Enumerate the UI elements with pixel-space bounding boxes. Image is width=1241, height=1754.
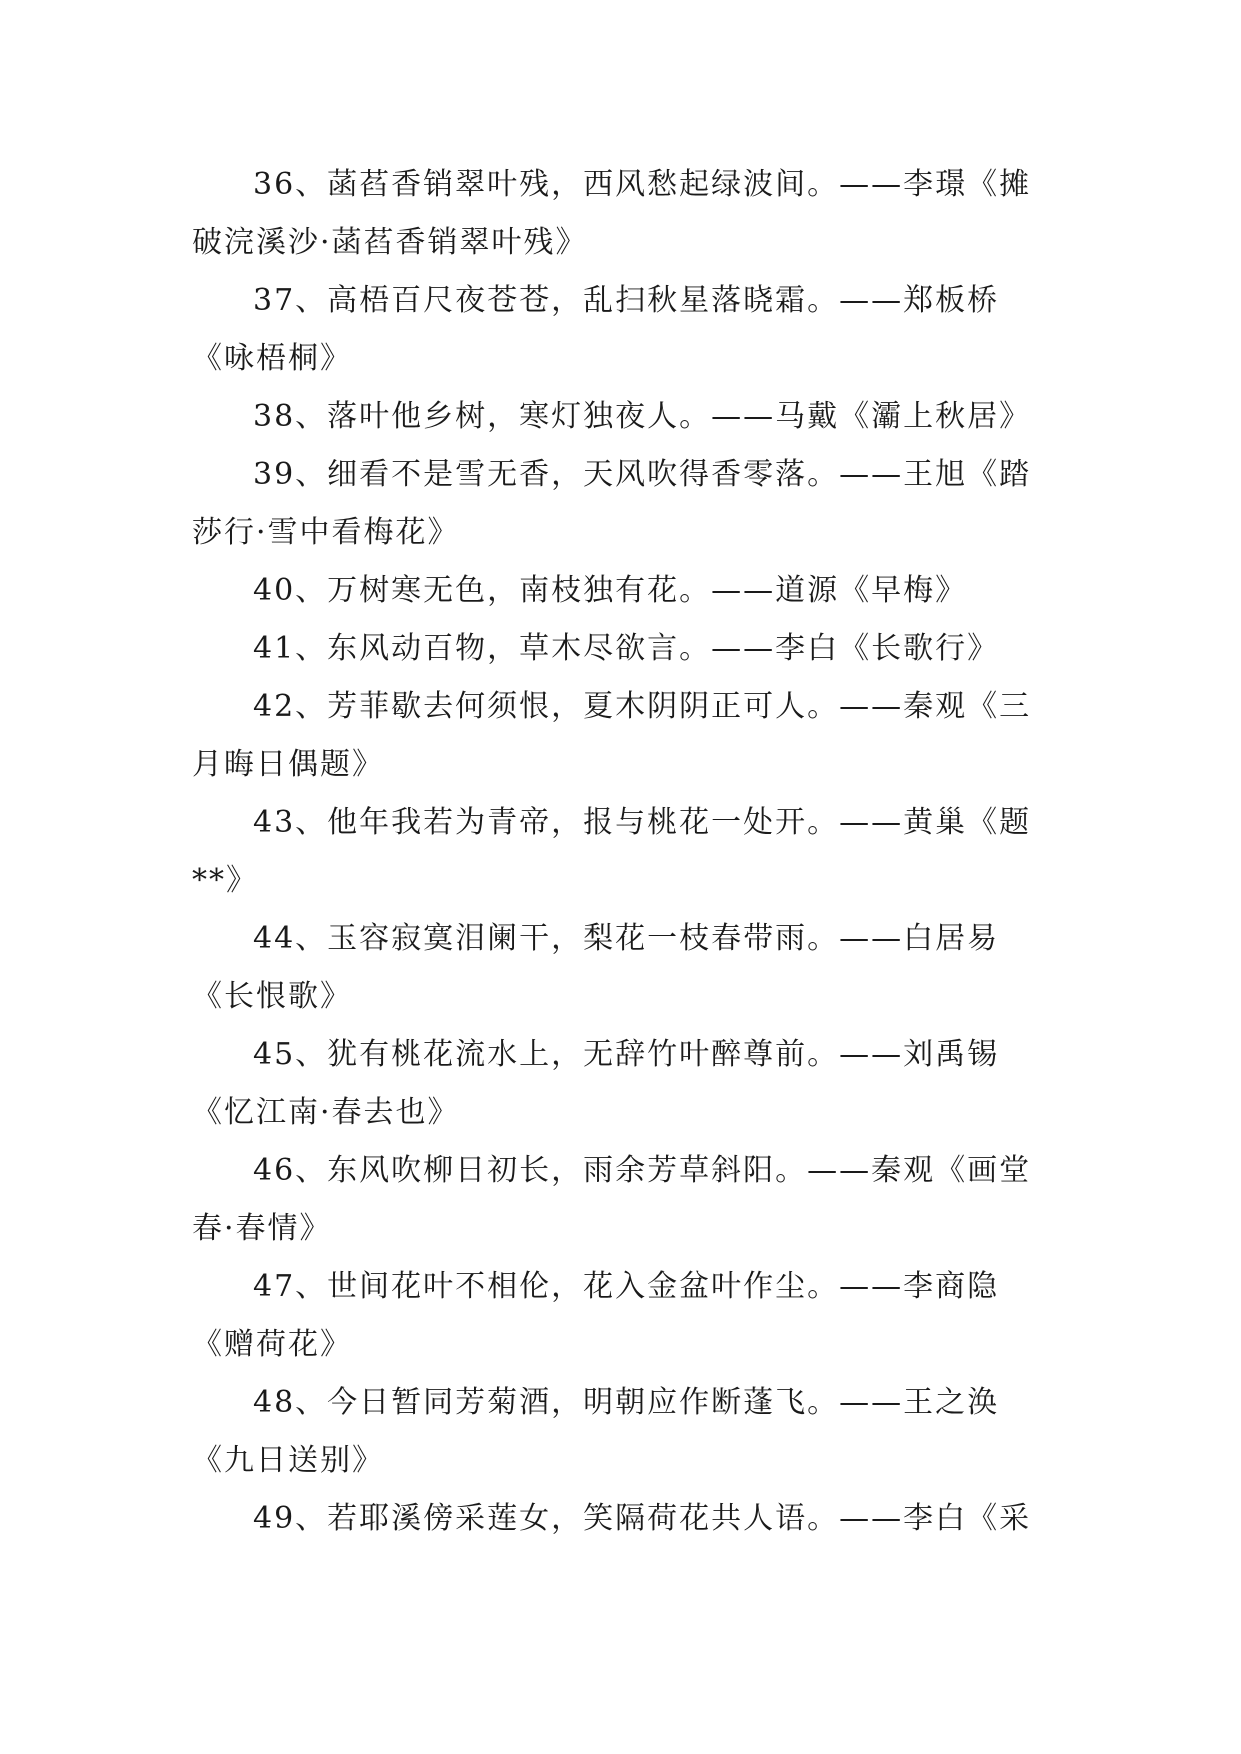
text-line: 《长恨歌》 [192,979,352,1014]
text-line: 44、玉容寂寞泪阑干，梨花一枝春带雨。——白居易 [253,921,1000,956]
text-line: 破浣溪沙·菡萏香销翠叶残》 [192,225,588,260]
text-line: 月晦日偶题》 [192,747,384,782]
text-line: **》 [192,863,258,898]
text-line: 38、落叶他乡树，寒灯独夜人。——马戴《灞上秋居》 [253,399,1032,434]
text-line: 《忆江南·春去也》 [192,1095,460,1130]
text-line: 40、万树寒无色，南枝独有花。——道源《早梅》 [253,573,968,608]
text-line: 45、犹有桃花流水上，无辞竹叶醉尊前。——刘禹锡 [253,1037,1000,1072]
text-line: 《赠荷花》 [192,1327,352,1362]
text-line: 42、芳菲歇去何须恨，夏木阴阴正可人。——秦观《三 [253,689,1032,724]
text-line: 37、高梧百尺夜苍苍，乱扫秋星落晓霜。——郑板桥 [253,283,1000,318]
text-line: 春·春情》 [192,1211,332,1246]
text-line: 39、细看不是雪无香，天风吹得香零落。——王旭《踏 [253,457,1032,492]
text-line: 48、今日暂同芳菊酒，明朝应作断蓬飞。——王之涣 [253,1385,1000,1420]
text-line: 43、他年我若为青帝，报与桃花一处开。——黄巢《题 [253,805,1032,840]
text-line: 《咏梧桐》 [192,341,352,376]
text-line: 《九日送别》 [192,1443,384,1478]
text-line: 49、若耶溪傍采莲女，笑隔荷花共人语。——李白《采 [253,1501,1032,1536]
poem-list [192,156,1049,1548]
text-line: 莎行·雪中看梅花》 [192,515,460,550]
text-line: 36、菡萏香销翠叶残，西风愁起绿波间。——李璟《摊 [253,167,1032,202]
text-line: 47、世间花叶不相伦，花入金盆叶作尘。——李商隐 [253,1269,1000,1304]
text-line: 41、东风动百物，草木尽欲言。——李白《长歌行》 [253,631,1000,666]
text-line: 46、东风吹柳日初长，雨余芳草斜阳。——秦观《画堂 [253,1153,1032,1188]
